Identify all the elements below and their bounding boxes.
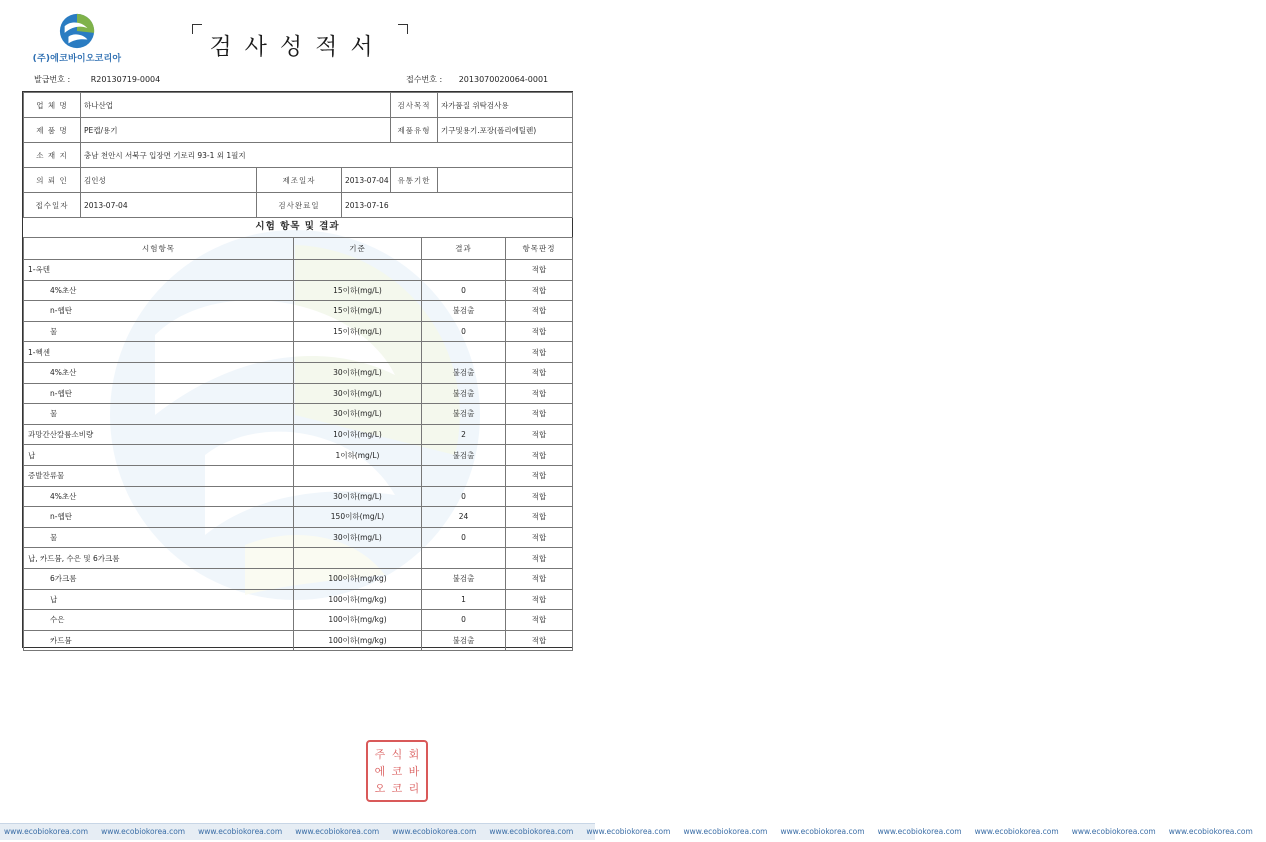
result-item: 4%초산 bbox=[24, 486, 294, 507]
result-judgment: 적합 bbox=[506, 507, 573, 528]
result-judgment: 적합 bbox=[506, 342, 573, 363]
seal-glyph: 식 bbox=[391, 747, 403, 761]
table-row bbox=[24, 486, 573, 507]
table-row bbox=[24, 301, 573, 322]
result-judgment: 적합 bbox=[506, 260, 573, 281]
table-row bbox=[24, 404, 573, 425]
result-value bbox=[422, 342, 506, 363]
result-standard: 100이하(mg/kg) bbox=[294, 568, 422, 589]
result-judgment: 적합 bbox=[506, 280, 573, 301]
footer-url: www.ecobiokorea.com bbox=[198, 827, 283, 836]
result-item: n-헵탄 bbox=[24, 301, 294, 322]
footer-url: www.ecobiokorea.com bbox=[392, 827, 477, 836]
seal-glyph: 주 bbox=[374, 747, 386, 761]
complete-date-label: 검사완료일 bbox=[257, 193, 342, 218]
receipt-number-value: 2013070020064-0001 bbox=[458, 75, 549, 84]
table-row bbox=[24, 610, 573, 631]
document-title: 검사성적서 bbox=[209, 34, 386, 60]
footer-url: www.ecobiokorea.com bbox=[489, 827, 574, 836]
result-item: 납 bbox=[24, 445, 294, 466]
result-standard bbox=[294, 548, 422, 569]
result-judgment: 적합 bbox=[506, 424, 573, 445]
issue-number-value: R20130719-0004 bbox=[90, 75, 161, 84]
result-standard: 15이하(mg/L) bbox=[294, 321, 422, 342]
footer-url: www.ecobiokorea.com bbox=[1168, 827, 1253, 836]
result-judgment: 적합 bbox=[506, 589, 573, 610]
table-row bbox=[24, 527, 573, 548]
result-item: 과망간산칼륨소비량 bbox=[24, 424, 294, 445]
result-item: 1-헥센 bbox=[24, 342, 294, 363]
expiry-label: 유통기한 bbox=[391, 168, 438, 193]
footer-url: www.ecobiokorea.com bbox=[295, 827, 380, 836]
results-header-row bbox=[24, 238, 573, 260]
issue-number-label: 발급번호 : bbox=[34, 75, 71, 84]
column-header-standard: 기준 bbox=[294, 238, 422, 260]
purpose-label: 검사목적 bbox=[391, 93, 438, 118]
receipt-date-value: 2013-07-04 bbox=[81, 193, 257, 218]
table-row bbox=[24, 568, 573, 589]
results-section-title: 시험 항목 및 결과 bbox=[23, 216, 572, 238]
result-standard bbox=[294, 260, 422, 281]
result-item: 납 bbox=[24, 589, 294, 610]
footer-url-band bbox=[0, 823, 1253, 840]
address-value: 충남 천안시 서북구 입장면 기로리 93-1 외 1필지 bbox=[81, 143, 573, 168]
result-standard: 100이하(mg/kg) bbox=[294, 610, 422, 631]
result-value: 불검출 bbox=[422, 404, 506, 425]
result-item: n-헵탄 bbox=[24, 507, 294, 528]
receipt-number-label: 접수번호 : bbox=[406, 75, 443, 84]
result-value: 0 bbox=[422, 486, 506, 507]
info-table bbox=[23, 92, 573, 218]
result-item: 6가크롬 bbox=[24, 568, 294, 589]
mfg-date-label: 제조일자 bbox=[257, 168, 342, 193]
seal-glyph: 바 bbox=[408, 764, 420, 778]
result-value: 불검출 bbox=[422, 301, 506, 322]
result-value: 0 bbox=[422, 280, 506, 301]
result-item: 1-옥텐 bbox=[24, 260, 294, 281]
info-row-product bbox=[24, 118, 573, 143]
receipt-number bbox=[406, 74, 548, 85]
result-item: 4%초산 bbox=[24, 280, 294, 301]
seal-glyph: 코 bbox=[391, 781, 403, 795]
footer-url: www.ecobiokorea.com bbox=[974, 827, 1059, 836]
result-value: 24 bbox=[422, 507, 506, 528]
result-value: 0 bbox=[422, 610, 506, 631]
result-standard bbox=[294, 465, 422, 486]
company-name: (주)에코바이오코리아 bbox=[32, 54, 122, 64]
result-item: 4%초산 bbox=[24, 362, 294, 383]
address-label: 소 재 지 bbox=[24, 143, 81, 168]
table-row bbox=[24, 445, 573, 466]
footer-url: www.ecobiokorea.com bbox=[586, 827, 671, 836]
footer-urls bbox=[0, 824, 1253, 840]
seal-glyph: 에 bbox=[374, 764, 386, 778]
result-judgment: 적합 bbox=[506, 486, 573, 507]
company-seal-stamp bbox=[366, 740, 428, 802]
result-value: 2 bbox=[422, 424, 506, 445]
result-value bbox=[422, 465, 506, 486]
result-standard: 100이하(mg/kg) bbox=[294, 589, 422, 610]
table-row bbox=[24, 260, 573, 281]
result-value bbox=[422, 548, 506, 569]
product-type-label: 제품유형 bbox=[391, 118, 438, 143]
result-item: 물 bbox=[24, 404, 294, 425]
footer-url: www.ecobiokorea.com bbox=[4, 827, 89, 836]
result-value: 0 bbox=[422, 527, 506, 548]
column-header-result: 결과 bbox=[422, 238, 506, 260]
table-row bbox=[24, 424, 573, 445]
result-judgment: 적합 bbox=[506, 445, 573, 466]
result-standard: 15이하(mg/L) bbox=[294, 280, 422, 301]
footer-url: www.ecobiokorea.com bbox=[683, 827, 768, 836]
result-item: 카드뮴 bbox=[24, 630, 294, 651]
table-row bbox=[24, 321, 573, 342]
issue-number bbox=[34, 74, 160, 85]
result-value: 불검출 bbox=[422, 445, 506, 466]
result-judgment: 적합 bbox=[506, 568, 573, 589]
table-row bbox=[24, 342, 573, 363]
result-item: 수은 bbox=[24, 610, 294, 631]
result-standard: 30이하(mg/L) bbox=[294, 362, 422, 383]
result-value: 불검출 bbox=[422, 568, 506, 589]
product-value: PE캡/용기 bbox=[81, 118, 391, 143]
result-standard bbox=[294, 342, 422, 363]
table-row bbox=[24, 362, 573, 383]
info-row-dates bbox=[24, 193, 573, 218]
result-standard: 30이하(mg/L) bbox=[294, 486, 422, 507]
certificate-frame bbox=[22, 91, 573, 648]
result-standard: 30이하(mg/L) bbox=[294, 383, 422, 404]
purpose-value: 자가품질 위탁검사용 bbox=[438, 93, 573, 118]
result-judgment: 적합 bbox=[506, 465, 573, 486]
receipt-date-label: 접수일자 bbox=[24, 193, 81, 218]
table-row bbox=[24, 589, 573, 610]
result-value: 불검출 bbox=[422, 630, 506, 651]
result-standard: 100이하(mg/kg) bbox=[294, 630, 422, 651]
footer-url: www.ecobiokorea.com bbox=[780, 827, 865, 836]
result-judgment: 적합 bbox=[506, 404, 573, 425]
product-label: 제 품 명 bbox=[24, 118, 81, 143]
seal-glyph: 코 bbox=[391, 764, 403, 778]
result-value: 1 bbox=[422, 589, 506, 610]
result-standard: 150이하(mg/L) bbox=[294, 507, 422, 528]
table-row bbox=[24, 280, 573, 301]
column-header-judgment: 항목판정 bbox=[506, 238, 573, 260]
result-standard: 30이하(mg/L) bbox=[294, 527, 422, 548]
result-value: 불검출 bbox=[422, 383, 506, 404]
result-value: 0 bbox=[422, 321, 506, 342]
complete-date-value: 2013-07-16 bbox=[342, 193, 573, 218]
result-standard: 1이하(mg/L) bbox=[294, 445, 422, 466]
seal-glyph: 오 bbox=[374, 781, 386, 795]
seal-glyph: 회 bbox=[408, 747, 420, 761]
result-item: n-헵탄 bbox=[24, 383, 294, 404]
footer-url: www.ecobiokorea.com bbox=[101, 827, 186, 836]
info-row-address bbox=[24, 143, 573, 168]
result-judgment: 적합 bbox=[506, 383, 573, 404]
result-value bbox=[422, 260, 506, 281]
table-row bbox=[24, 465, 573, 486]
result-standard: 30이하(mg/L) bbox=[294, 404, 422, 425]
result-judgment: 적합 bbox=[506, 610, 573, 631]
table-row bbox=[24, 383, 573, 404]
table-row bbox=[24, 548, 573, 569]
result-judgment: 적합 bbox=[506, 630, 573, 651]
results-body bbox=[24, 238, 573, 651]
mfg-date-value: 2013-07-04 bbox=[342, 168, 391, 193]
company-label: 업 체 명 bbox=[24, 93, 81, 118]
seal-glyph: 리 bbox=[408, 781, 420, 795]
result-judgment: 적합 bbox=[506, 321, 573, 342]
result-item: 물 bbox=[24, 321, 294, 342]
result-judgment: 적합 bbox=[506, 362, 573, 383]
table-row bbox=[24, 630, 573, 651]
company-value: 하나산업 bbox=[81, 93, 391, 118]
footer-url: www.ecobiokorea.com bbox=[877, 827, 962, 836]
result-item: 납, 카드뮴, 수은 및 6가크롬 bbox=[24, 548, 294, 569]
info-row-company bbox=[24, 93, 573, 118]
result-item: 물 bbox=[24, 527, 294, 548]
requester-value: 김인성 bbox=[81, 168, 257, 193]
result-judgment: 적합 bbox=[506, 548, 573, 569]
requester-label: 의 뢰 인 bbox=[24, 168, 81, 193]
results-table bbox=[23, 237, 573, 651]
result-judgment: 적합 bbox=[506, 527, 573, 548]
result-standard: 15이하(mg/L) bbox=[294, 301, 422, 322]
column-header-item: 시험항목 bbox=[24, 238, 294, 260]
result-value: 불검출 bbox=[422, 362, 506, 383]
footer-url: www.ecobiokorea.com bbox=[1071, 827, 1156, 836]
product-type-value: 기구및용기.포장(폴리에틸렌) bbox=[438, 118, 573, 143]
result-standard: 10이하(mg/L) bbox=[294, 424, 422, 445]
info-row-requester bbox=[24, 168, 573, 193]
expiry-value bbox=[438, 168, 573, 193]
result-item: 증발잔류물 bbox=[24, 465, 294, 486]
result-judgment: 적합 bbox=[506, 301, 573, 322]
table-row bbox=[24, 507, 573, 528]
